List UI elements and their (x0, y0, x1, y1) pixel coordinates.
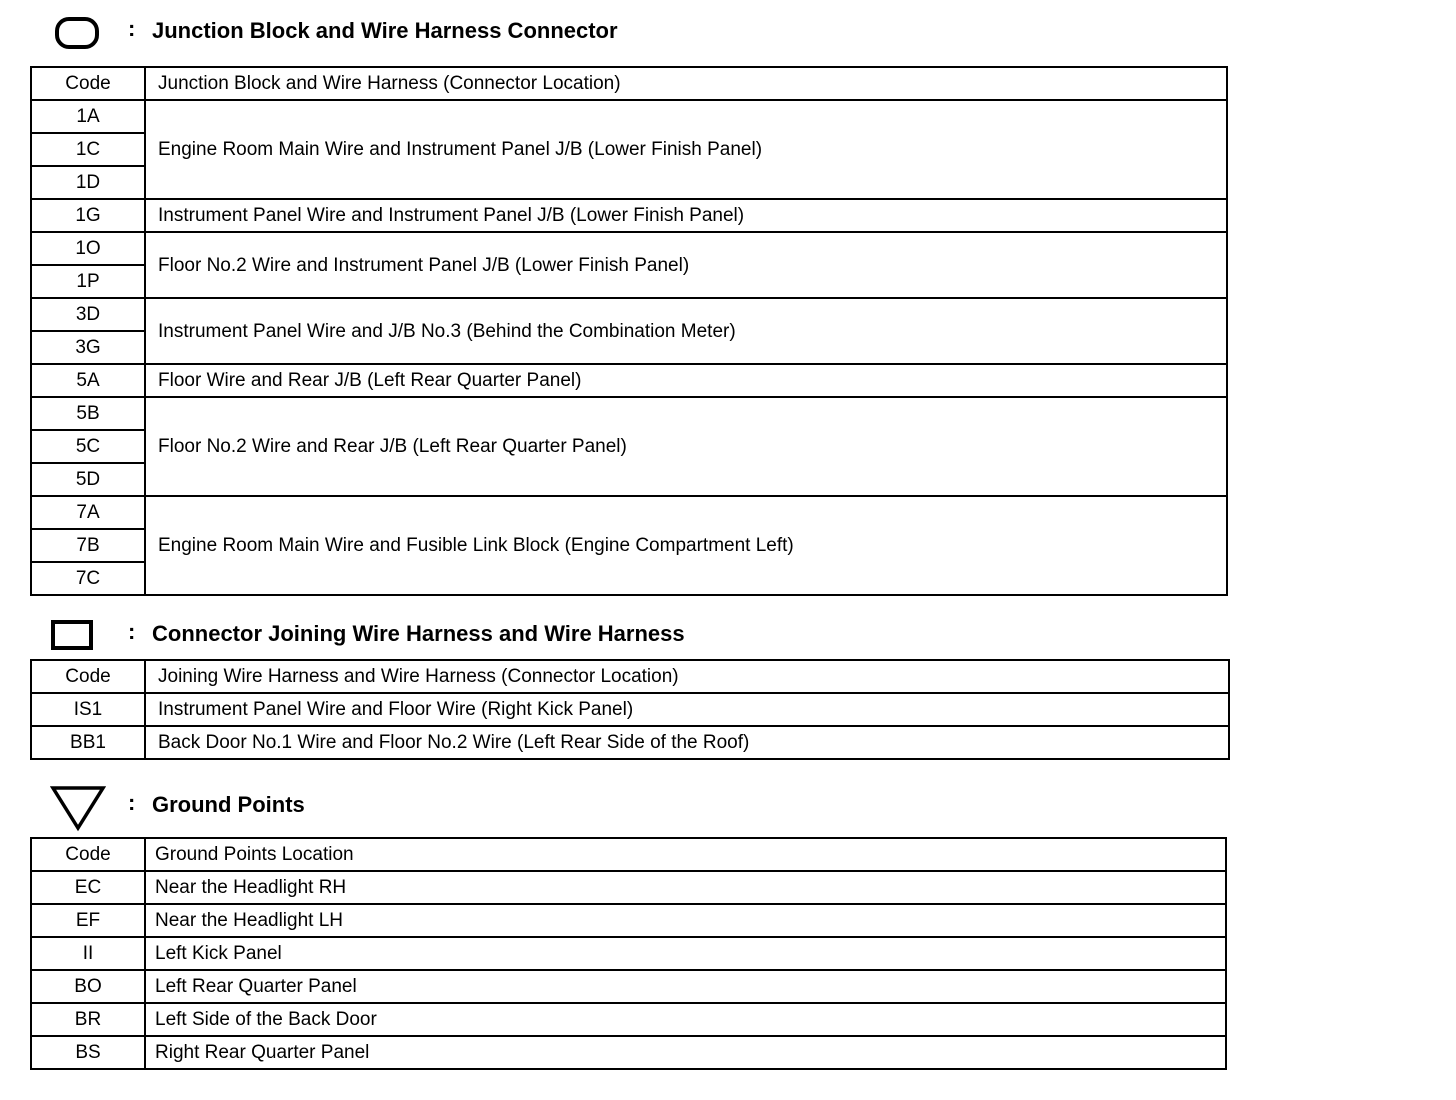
code-cell: 1O (31, 232, 145, 265)
table-row (31, 1003, 1226, 1036)
code-header: Code (31, 67, 145, 100)
code-cell: 1P (31, 265, 145, 298)
code-cell: 7C (31, 562, 145, 595)
code-cell: 7B (31, 529, 145, 562)
table-header-row (31, 67, 1227, 100)
location-cell: Floor No.2 Wire and Instrument Panel J/B (Lower Finish Panel) (145, 232, 1227, 298)
code-cell: 1A (31, 100, 145, 133)
junction-heading-title: Junction Block and Wire Harness Connector (152, 18, 618, 43)
table-row (31, 364, 1227, 397)
code-cell: 5D (31, 463, 145, 496)
code-header: Code (31, 660, 145, 693)
junction-section-heading (0, 12, 1300, 52)
connector-table (30, 659, 1230, 760)
table-row (31, 1036, 1226, 1069)
code-cell: 1G (31, 199, 145, 232)
location-cell: Instrument Panel Wire and J/B No.3 (Behind the Combination Meter) (145, 298, 1227, 364)
code-cell: BO (31, 970, 145, 1003)
table-row (31, 232, 1227, 265)
table-row (31, 298, 1227, 331)
location-cell: Right Rear Quarter Panel (145, 1036, 1226, 1069)
location-header: Joining Wire Harness and Wire Harness (Connector Location) (145, 660, 1229, 693)
table-row (31, 496, 1227, 529)
location-cell: Engine Room Main Wire and Fusible Link Block (Engine Compartment Left) (145, 496, 1227, 595)
table-row (31, 726, 1229, 759)
code-cell: BS (31, 1036, 145, 1069)
code-cell: 1C (31, 133, 145, 166)
code-cell: 1D (31, 166, 145, 199)
code-cell: EF (31, 904, 145, 937)
code-cell: EC (31, 871, 145, 904)
connector-heading-colon: : (128, 619, 136, 644)
table-row (31, 970, 1226, 1003)
table-row (31, 871, 1226, 904)
location-header: Junction Block and Wire Harness (Connector Location) (145, 67, 1227, 100)
location-cell: Instrument Panel Wire and Floor Wire (Right Kick Panel) (145, 693, 1229, 726)
code-cell: BB1 (31, 726, 145, 759)
location-cell: Near the Headlight LH (145, 904, 1226, 937)
code-cell: 3G (31, 331, 145, 364)
table-header-row (31, 660, 1229, 693)
location-cell: Left Kick Panel (145, 937, 1226, 970)
location-cell: Left Rear Quarter Panel (145, 970, 1226, 1003)
table-header-row (31, 838, 1226, 871)
code-cell: II (31, 937, 145, 970)
ground-section-heading (0, 782, 1300, 822)
table-row (31, 693, 1229, 726)
code-cell: 5B (31, 397, 145, 430)
rounded-rectangle-icon (54, 16, 100, 50)
code-cell: 5A (31, 364, 145, 397)
ground-table (30, 837, 1227, 1070)
code-cell: BR (31, 1003, 145, 1036)
ground-heading-title: Ground Points (152, 792, 305, 817)
table-row (31, 397, 1227, 430)
location-header: Ground Points Location (145, 838, 1226, 871)
location-cell: Engine Room Main Wire and Instrument Panel J/B (Lower Finish Panel) (145, 100, 1227, 199)
code-cell: 3D (31, 298, 145, 331)
location-cell: Back Door No.1 Wire and Floor No.2 Wire (Left Rear Side of the Roof) (145, 726, 1229, 759)
location-cell: Floor No.2 Wire and Rear J/B (Left Rear Quarter Panel) (145, 397, 1227, 496)
code-cell: 5C (31, 430, 145, 463)
location-cell: Floor Wire and Rear J/B (Left Rear Quarter Panel) (145, 364, 1227, 397)
junction-heading-colon: : (128, 16, 136, 41)
code-cell: 7A (31, 496, 145, 529)
rectangle-icon (50, 619, 94, 651)
location-cell: Instrument Panel Wire and Instrument Panel J/B (Lower Finish Panel) (145, 199, 1227, 232)
location-cell: Left Side of the Back Door (145, 1003, 1226, 1036)
location-cell: Near the Headlight RH (145, 871, 1226, 904)
table-row (31, 100, 1227, 133)
connector-heading-title: Connector Joining Wire Harness and Wire Harness (152, 621, 685, 646)
code-header: Code (31, 838, 145, 871)
table-row (31, 199, 1227, 232)
junction-table (30, 66, 1228, 596)
triangle-down-icon (50, 784, 106, 832)
connector-section-heading (0, 614, 1300, 654)
ground-heading-colon: : (128, 790, 136, 815)
code-cell: IS1 (31, 693, 145, 726)
table-row (31, 904, 1226, 937)
table-row (31, 937, 1226, 970)
